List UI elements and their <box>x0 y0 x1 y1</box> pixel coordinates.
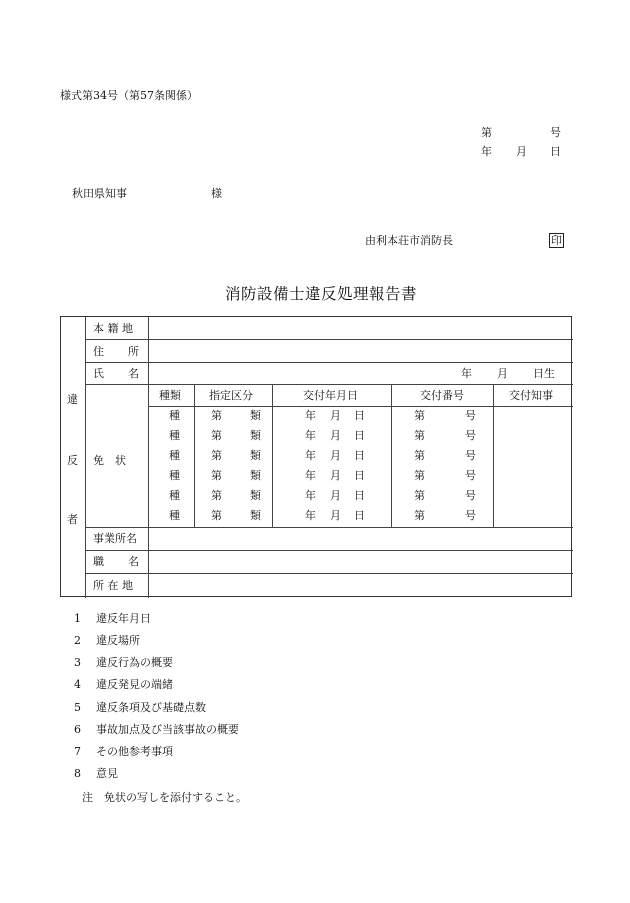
sender-name: 由利本荘市消防長 <box>365 234 453 247</box>
license-cell: 類 <box>250 409 261 422</box>
license-cell: 第 <box>414 429 425 442</box>
license-cell: 号 <box>465 469 476 482</box>
birth-day: 日生 <box>533 367 555 380</box>
list-item-text: その他参考事項 <box>96 745 173 758</box>
license-cell: 種 <box>169 469 180 482</box>
license-cell: 種 <box>169 489 180 502</box>
side-label-char: 反 <box>67 454 78 467</box>
license-cell: 号 <box>465 429 476 442</box>
header-issue-date: 交付年月日 <box>303 389 358 402</box>
license-cell: 日 <box>354 429 365 442</box>
header-category: 指定区分 <box>209 389 253 402</box>
license-cell: 第 <box>211 509 222 522</box>
label-shimei-2: 名 <box>128 367 139 380</box>
label-jusho-1: 住 <box>93 345 104 358</box>
list-item-number: 3 <box>74 656 81 669</box>
license-cell: 第 <box>414 409 425 422</box>
license-cell: 第 <box>414 489 425 502</box>
list-item-text: 違反条項及び基礎点数 <box>96 701 206 714</box>
label-menjo: 免 状 <box>93 454 126 467</box>
birth-year: 年 <box>461 367 472 380</box>
license-cell: 日 <box>354 509 365 522</box>
license-cell: 年 <box>305 509 316 522</box>
side-label-char: 者 <box>67 513 78 526</box>
list-item-text: 違反場所 <box>96 634 140 647</box>
license-cell: 日 <box>354 469 365 482</box>
license-cell: 類 <box>250 509 261 522</box>
list-item-number: 6 <box>74 723 81 736</box>
birth-month: 月 <box>497 367 508 380</box>
label-shozaichi: 所 在 地 <box>93 579 133 592</box>
label-honseki: 本 籍 地 <box>93 322 133 335</box>
license-cell: 類 <box>250 449 261 462</box>
label-shimei-1: 氏 <box>93 367 104 380</box>
license-cell: 第 <box>211 429 222 442</box>
list-item-number: 2 <box>74 634 81 647</box>
header-issuing-governor: 交付知事 <box>509 389 553 402</box>
label-jusho-2: 所 <box>128 345 139 358</box>
list-item-text: 違反行為の概要 <box>96 656 173 669</box>
license-cell: 類 <box>250 469 261 482</box>
list-item-number: 5 <box>74 701 81 714</box>
label-shokumei-2: 名 <box>128 555 139 568</box>
license-cell: 月 <box>330 429 341 442</box>
violator-table <box>60 316 572 597</box>
label-shokumei-1: 職 <box>93 555 104 568</box>
license-cell: 種 <box>169 409 180 422</box>
list-item-text: 事故加点及び当該事故の概要 <box>96 723 239 736</box>
list-item-text: 違反発見の端緒 <box>96 678 173 691</box>
attachment-note: 注 免状の写しを添付すること。 <box>82 791 247 804</box>
license-cell: 号 <box>465 449 476 462</box>
license-cell: 第 <box>414 449 425 462</box>
seal-mark: 印 <box>551 234 562 247</box>
addressee-honorific: 様 <box>211 187 222 200</box>
license-cell: 第 <box>414 509 425 522</box>
side-label-char: 違 <box>67 393 78 406</box>
license-cell: 日 <box>354 409 365 422</box>
list-item-number: 7 <box>74 745 81 758</box>
license-cell: 月 <box>330 409 341 422</box>
list-item-number: 1 <box>74 612 81 625</box>
list-item-number: 8 <box>74 767 81 780</box>
license-cell: 月 <box>330 449 341 462</box>
license-cell: 第 <box>211 409 222 422</box>
license-cell: 第 <box>211 489 222 502</box>
license-cell: 年 <box>305 489 316 502</box>
license-cell: 年 <box>305 429 316 442</box>
license-cell: 年 <box>305 449 316 462</box>
addressee-name: 秋田県知事 <box>72 187 127 200</box>
license-cell: 類 <box>250 429 261 442</box>
license-cell: 号 <box>465 409 476 422</box>
label-jigyosho: 事業所名 <box>93 532 137 545</box>
license-cell: 年 <box>305 409 316 422</box>
header-issue-number: 交付番号 <box>420 389 464 402</box>
doc-number-suffix: 号 <box>550 126 561 139</box>
document-title: 消防設備士違反処理報告書 <box>225 285 418 303</box>
list-item-text: 違反年月日 <box>96 612 151 625</box>
license-cell: 第 <box>414 469 425 482</box>
license-cell: 年 <box>305 469 316 482</box>
header-kind: 種類 <box>159 389 181 402</box>
license-cell: 日 <box>354 449 365 462</box>
doc-date-day: 日 <box>550 145 561 158</box>
license-cell: 日 <box>354 489 365 502</box>
license-cell: 月 <box>330 489 341 502</box>
license-cell: 種 <box>169 429 180 442</box>
license-cell: 月 <box>330 469 341 482</box>
doc-date-month: 月 <box>516 145 527 158</box>
license-cell: 類 <box>250 489 261 502</box>
doc-date-year: 年 <box>481 145 492 158</box>
license-cell: 種 <box>169 509 180 522</box>
list-item-number: 4 <box>74 678 81 691</box>
license-cell: 号 <box>465 509 476 522</box>
form-reference: 様式第34号（第57条関係） <box>60 89 198 102</box>
license-cell: 種 <box>169 449 180 462</box>
license-cell: 月 <box>330 509 341 522</box>
doc-number-prefix: 第 <box>481 126 492 139</box>
license-cell: 第 <box>211 469 222 482</box>
license-cell: 第 <box>211 449 222 462</box>
list-item-text: 意見 <box>96 767 118 780</box>
license-cell: 号 <box>465 489 476 502</box>
